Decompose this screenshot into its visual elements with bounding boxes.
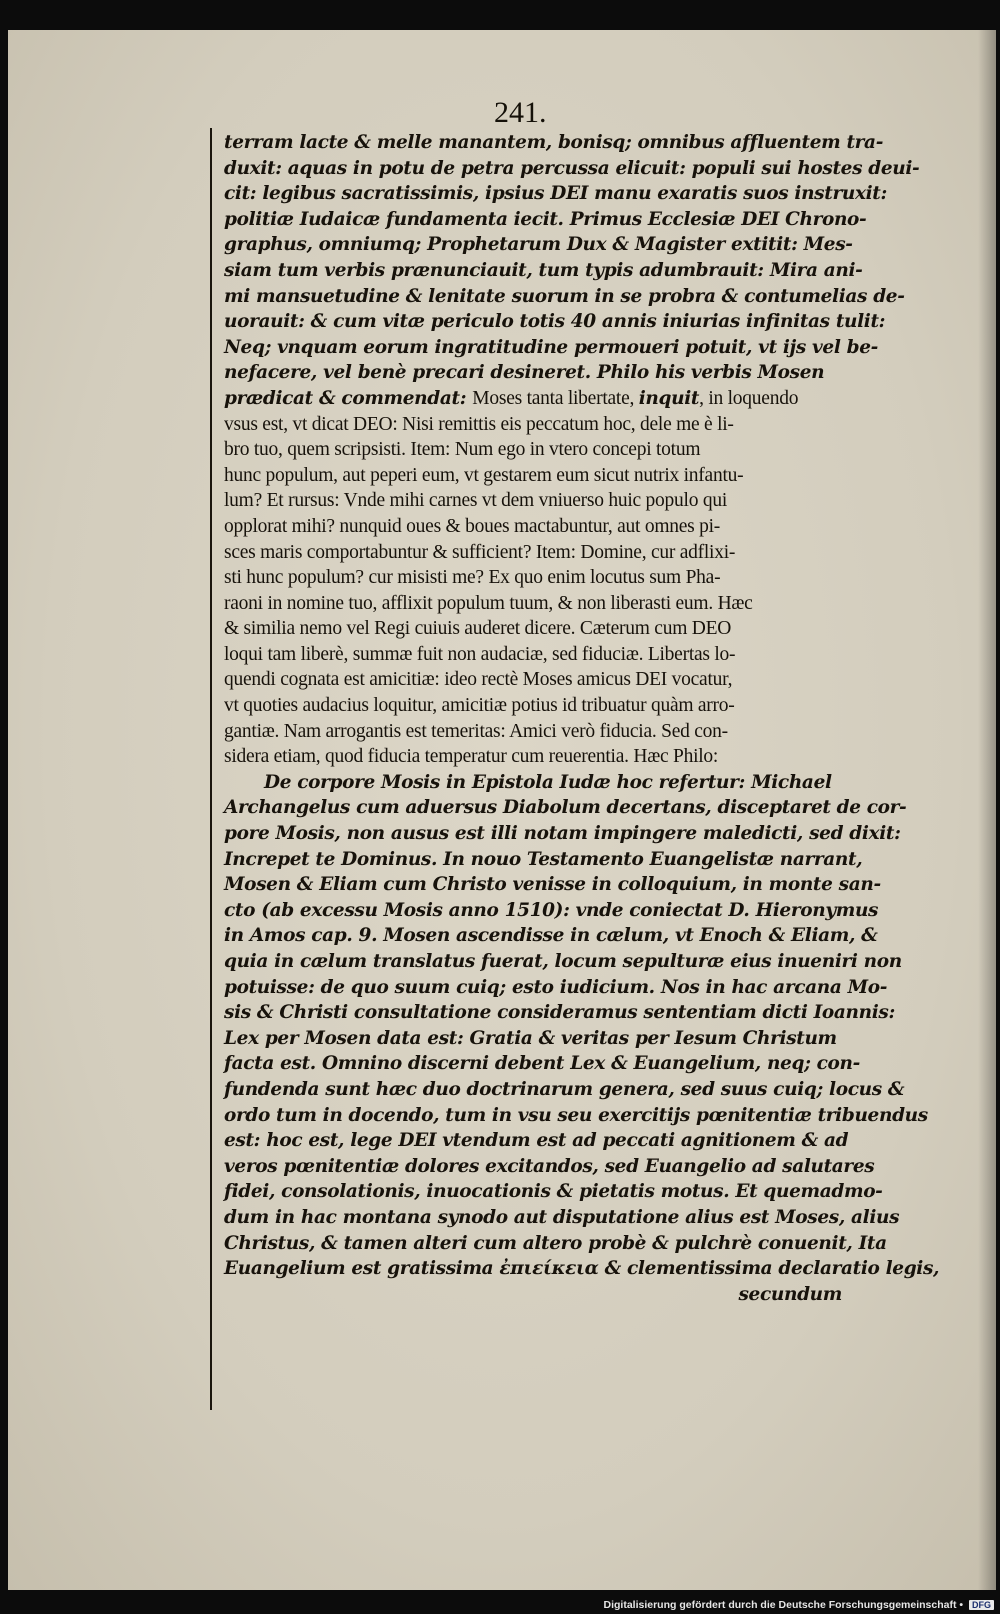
text-line: raoni in nomine tuo, afflixit populum tuum, & non liberasti eum. Hæc [224,592,753,614]
text-line: vt quoties audacius loquitur, amicitiæ potius id tribuatur quàm arro- [224,695,735,717]
text-line: siam tum verbis prænunciauit, tum typis adumbrauit: Mira ani- [224,259,863,281]
text-block [224,130,940,1307]
text-line: sces maris comportabuntur & sufficient? Item: Domine, cur adflixi- [224,541,736,563]
text-line: pore Mosis, non ausus est illi notam impingere maledicti, sed dixit: [224,823,901,845]
text-line: mi mansuetudine & lenitate suorum in se probra & contumelias de- [224,285,905,307]
text-line: Archangelus cum aduersus Diabolum decertans, disceptaret de cor- [224,797,907,819]
text-segment: Moses tanta libertate, [472,387,639,409]
text-line: Neq; vnquam eorum ingratitudine permoueri potuit, vt ijs vel be- [224,336,878,358]
text-line: quendi cognata est amicitiæ: ideo rectè Moses amicus DEI vocatur, [224,669,733,691]
text-line: & similia nemo vel Regi cuiuis auderet dicere. Cæterum cum DEO [224,618,732,640]
paragraph-start-line: De corpore Mosis in Epistola Iudæ hoc refertur: Michael [264,771,832,793]
text-line: Euangelium est gratissima ἐπιείκεια & clementissima declaratio legis, [224,1258,940,1280]
text-line: duxit: aquas in potu de petra percussa elicuit: populi sui hostes deui- [224,157,920,179]
text-line: sis & Christi consultatione consideramus sententiam dicti Ioannis: [224,1002,895,1024]
text-line: cto (ab excessu Mosis anno 1510): vnde coniectat D. Hieronymus [224,899,879,921]
text-line: loqui tam liberè, summæ fuit non audaciæ, sed fiduciæ. Libertas lo- [224,643,736,665]
text-line: hunc populum, aut peperi eum, vt gestarem eum sicut nutrix infantu- [224,464,744,486]
text-line: Lex per Mosen data est: Gratia & veritas per Iesum Christum [224,1027,837,1049]
text-segment: prædicat & commendat: [224,387,473,409]
text-line: potuisse: de quo suum cuiq; esto iudicium. Nos in hac arcana Mo- [224,976,888,998]
dfg-logo: DFG [969,1600,994,1610]
text-line: bro tuo, quem scripsisti. Item: Num ego in vtero concepi totum [224,439,701,461]
text-line: graphus, omniumq; Prophetarum Dux & Magister extitit: Mes- [224,234,853,256]
text-line: lum? Et rursus: Vnde mihi carnes vt dem vniuerso huic populo qui [224,490,728,512]
text-line: gantiæ. Nam arrogantis est temeritas: Amici verò fiducia. Sed con- [224,720,728,742]
text-line: politiæ Iudaicæ fundamenta iecit. Primus Ecclesiæ DEI Chrono- [224,208,867,230]
text-line: facta est. Omnino discerni debent Lex & Euangelium, neq; con- [224,1053,860,1075]
text-segment: inquit [638,387,700,409]
margin-rule [210,128,212,1410]
page-number: 241. [494,96,547,129]
text-line: quia in cælum translatus fuerat, locum sepulturæ eius inueniri non [224,951,902,972]
text-line: opplorat mihi? nunquid oues & boues mactabuntur, aut omnes pi- [224,515,721,537]
text-line: in Amos cap. 9. Mosen ascendisse in cælum, vt Enoch & Eliam, & [224,925,878,947]
funding-credit-text: Digitalisierung gefördert durch die Deutsche Forschungsgemeinschaft • [603,1599,964,1611]
text-line: nefacere, vel benè precari desineret. Philo his verbis Mosen [224,362,825,384]
text-line: sidera etiam, quod fiducia temperatur cum reuerentia. Hæc Philo: [224,746,719,768]
text-line: Mosen & Eliam cum Christo venisse in colloquium, in monte san- [224,874,881,896]
text-line: Increpet te Dominus. In nouo Testamento Euangelistæ narrant, [224,848,863,870]
text-line: uorauit: & cum vitæ periculo totis 40 annis iniurias infinitas tulit: [224,311,886,333]
text-segment: , in loquendo [699,387,799,409]
text-line: ordo tum in docendo, tum in vsu seu exercitijs pœnitentiæ tribuendus [224,1104,928,1126]
text-line: terram lacte & melle manantem, bonisq; omnibus affluentem tra- [224,132,884,153]
text-line: est: hoc est, lege DEI vtendum est ad peccati agnitionem & ad [224,1130,849,1152]
text-line: cit: legibus sacratissimis, ipsius DEI manu exaratis suos instruxit: [224,183,887,205]
footer-credit [604,1599,995,1611]
text-line: Christus, & tamen alteri cum altero probè & pulchrè conuenit, Ita [224,1232,887,1254]
text-line: veros pœnitentiæ dolores excitandos, sed Euangelio ad salutares [224,1155,875,1177]
text-line: fundenda sunt hæc duo doctrinarum genera, sed suus cuiq; locus & [224,1078,905,1100]
text-line-mixed [224,386,848,412]
text-line: vsus est, vt dicat DEO: Nisi remittis eis peccatum hoc, dele me è li- [224,413,734,435]
text-line: dum in hac montana synodo aut disputatione alius est Moses, alius [224,1206,900,1228]
catchword: secundum [738,1283,842,1305]
text-line: sti hunc populum? cur misisti me? Ex quo enim locutus sum Pha- [224,567,721,589]
gutter-shadow [978,30,996,1590]
text-line: fidei, consolationis, inuocationis & pietatis motus. Et quemadmo- [224,1181,883,1203]
